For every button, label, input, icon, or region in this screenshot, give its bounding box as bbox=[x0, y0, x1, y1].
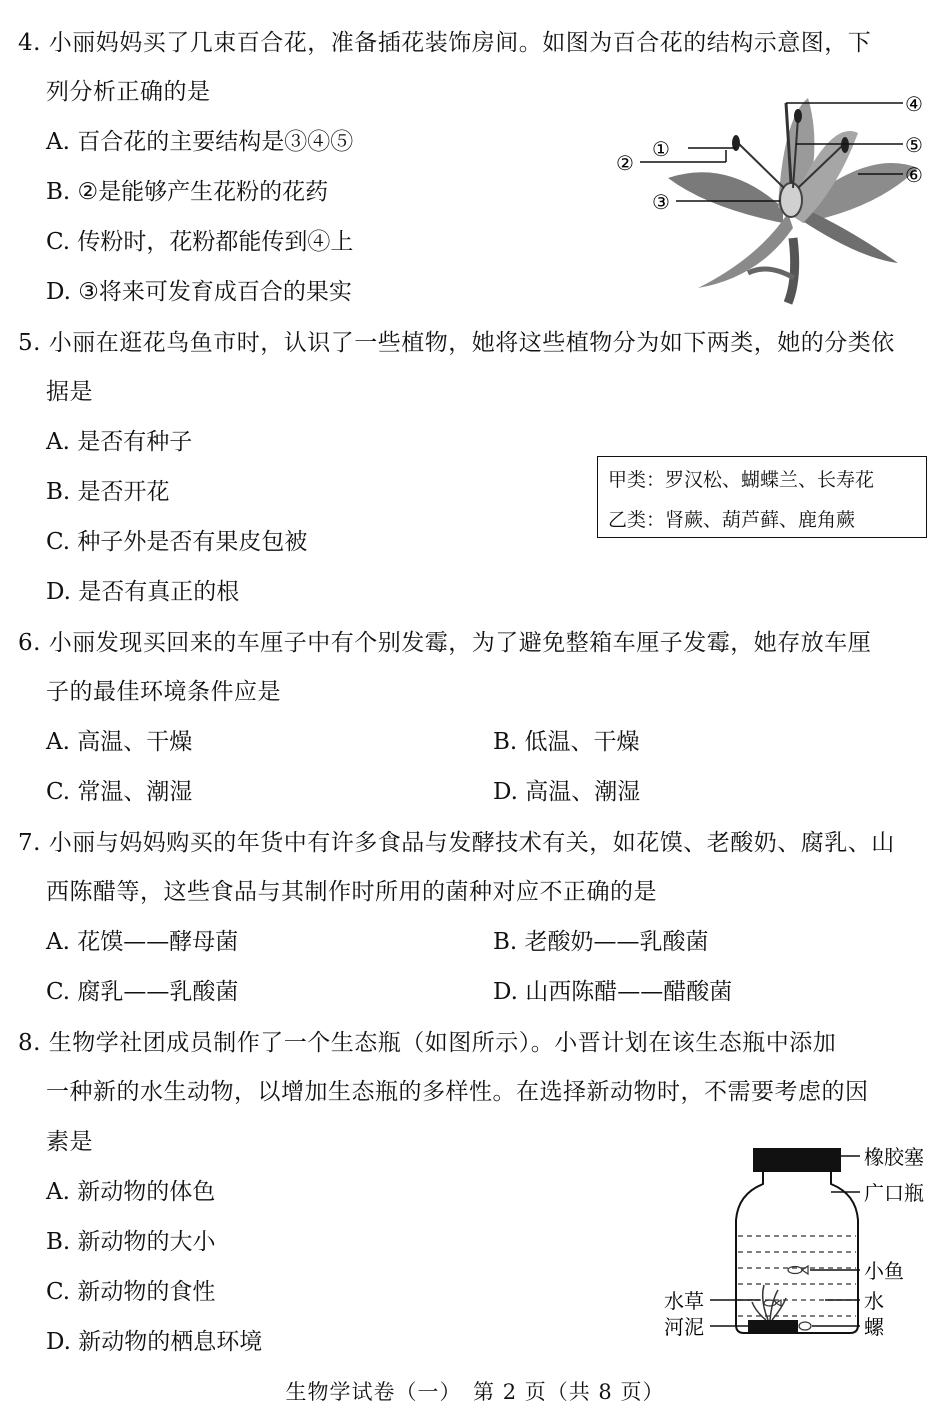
q4-option-b: B. ②是能够产生花粉的花药 bbox=[46, 179, 329, 205]
q7-option-b: B. 老酸奶——乳酸菌 bbox=[493, 929, 709, 955]
q5-option-a: A. 是否有种子 bbox=[46, 429, 193, 455]
q5-option-c: C. 种子外是否有果皮包被 bbox=[46, 529, 308, 555]
q7-option-c: C. 腐乳——乳酸菌 bbox=[46, 979, 239, 1005]
plant-classification-box bbox=[597, 456, 927, 538]
label-stopper: 橡胶塞 bbox=[864, 1145, 924, 1169]
q6-option-d: D. 高温、潮湿 bbox=[493, 779, 641, 805]
q4-stem-line2: 列分析正确的是 bbox=[46, 79, 211, 105]
q8-option-d: D. 新动物的栖息环境 bbox=[46, 1329, 263, 1355]
label-4: ④ bbox=[905, 92, 923, 116]
label-6: ⑥ bbox=[905, 163, 923, 187]
q6-option-a: A. 高温、干燥 bbox=[46, 729, 193, 755]
q7-option-a: A. 花馍——酵母菌 bbox=[46, 929, 239, 955]
eco-bottle-figure bbox=[660, 1140, 940, 1345]
label-snail: 螺 bbox=[864, 1315, 884, 1339]
q4-option-c: C. 传粉时，花粉都能传到④上 bbox=[46, 229, 354, 255]
label-5: ⑤ bbox=[905, 133, 923, 157]
q5-option-d: D. 是否有真正的根 bbox=[46, 579, 240, 605]
q8-stem-line1: 8. 生物学社团成员制作了一个生态瓶（如图所示）。小晋计划在该生态瓶中添加 bbox=[18, 1030, 837, 1056]
label-mud: 河泥 bbox=[664, 1315, 704, 1339]
q4-option-a: A. 百合花的主要结构是③④⑤ bbox=[46, 129, 354, 155]
box-line-jia: 甲类：罗汉松、蝴蝶兰、长寿花 bbox=[608, 469, 875, 491]
label-fish: 小鱼 bbox=[864, 1259, 904, 1283]
q8-option-c: C. 新动物的食性 bbox=[46, 1279, 216, 1305]
q7-stem-line2: 西陈醋等，这些食品与其制作时所用的菌种对应不正确的是 bbox=[46, 879, 657, 905]
q6-stem-line2: 子的最佳环境条件应是 bbox=[46, 679, 281, 705]
q6-option-c: C. 常温、潮湿 bbox=[46, 779, 193, 805]
q5-stem-line2: 据是 bbox=[46, 379, 93, 405]
label-1: ① bbox=[652, 137, 670, 161]
label-water: 水 bbox=[864, 1289, 884, 1313]
label-3: ③ bbox=[652, 190, 670, 214]
q6-stem-line1: 6. 小丽发现买回来的车厘子中有个别发霉，为了避免整箱车厘子发霉，她存放车厘 bbox=[18, 630, 872, 656]
box-line-yi: 乙类：肾蕨、葫芦藓、鹿角蕨 bbox=[608, 509, 856, 531]
q5-option-b: B. 是否开花 bbox=[46, 479, 170, 505]
lily-flower-figure bbox=[608, 88, 938, 308]
label-weed: 水草 bbox=[664, 1289, 704, 1313]
q6-option-b: B. 低温、干燥 bbox=[493, 729, 640, 755]
label-bottle: 广口瓶 bbox=[864, 1181, 924, 1205]
q8-stem-line2: 一种新的水生动物，以增加生态瓶的多样性。在选择新动物时，不需要考虑的因 bbox=[46, 1079, 869, 1105]
q8-stem-line3: 素是 bbox=[46, 1129, 93, 1155]
q4-stem-line1: 4. 小丽妈妈买了几束百合花，准备插花装饰房间。如图为百合花的结构示意图，下 bbox=[18, 30, 872, 56]
q4-option-d: D. ③将来可发育成百合的果实 bbox=[46, 279, 352, 305]
q7-stem-line1: 7. 小丽与妈妈购买的年货中有许多食品与发酵技术有关，如花馍、老酸奶、腐乳、山 bbox=[18, 830, 895, 856]
q8-option-a: A. 新动物的体色 bbox=[46, 1179, 216, 1205]
q7-option-d: D. 山西陈醋——醋酸菌 bbox=[493, 979, 733, 1005]
q8-option-b: B. 新动物的大小 bbox=[46, 1229, 216, 1255]
q5-stem-line1: 5. 小丽在逛花鸟鱼市时，认识了一些植物，她将这些植物分为如下两类，她的分类依 bbox=[18, 330, 895, 356]
label-2: ② bbox=[616, 151, 634, 175]
page-footer: 生物学试卷（一） 第 2 页（共 8 页） bbox=[285, 1380, 665, 1404]
